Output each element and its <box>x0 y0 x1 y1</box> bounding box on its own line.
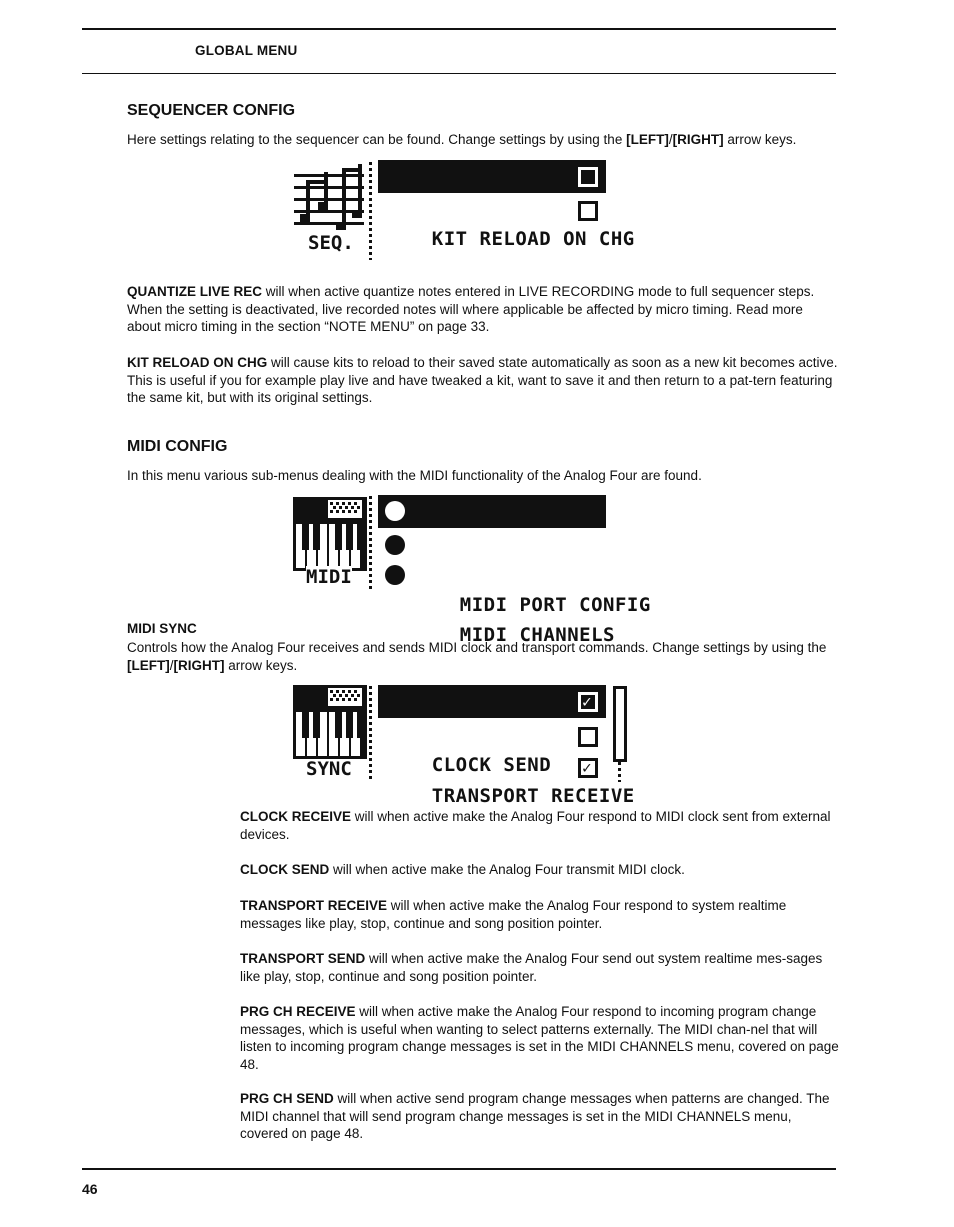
midi-sync-heading: MIDI SYNC <box>127 621 197 636</box>
screen-label-sync: SYNC <box>306 758 352 780</box>
transport-send-description: TRANSPORT SEND will when active make the Analog Four send out system realtime mes-sages like play, stop, continue and song position pointer. <box>240 951 823 984</box>
scrollbar-track-dots <box>618 762 621 782</box>
midi-config-screen <box>290 494 651 646</box>
top-rule <box>82 28 836 30</box>
midi-port-icon <box>385 501 405 521</box>
seq-item-quantize: QUANTIZE LIVE REC <box>378 160 606 193</box>
footer-rule <box>82 1168 836 1170</box>
section-header: GLOBAL MENU <box>195 43 298 58</box>
piano-keyboard-icon <box>292 684 368 760</box>
screen-label-seq: SEQ. <box>308 232 354 254</box>
header-rule <box>82 73 836 74</box>
clock-receive-description: CLOCK RECEIVE will when active make the Analog Four respond to MIDI clock sent from external devices. <box>240 809 831 842</box>
screen-divider <box>369 162 372 260</box>
sync-item-transport-receive: TRANSPORT RECEIVE ✓ <box>431 758 635 807</box>
sequencer-config-screen <box>290 158 635 262</box>
kit-reload-description: KIT RELOAD ON CHG will cause kits to reload to their saved state automatically as soon as a new kit becomes active. This is useful if you for example play live and have tweaked a kit, want to save it and then return to a pat-tern featuring the same kit, but with its original settings. <box>127 355 838 406</box>
scrollbar[interactable] <box>613 686 627 762</box>
midi-sync-screen <box>290 684 635 807</box>
midi-item-sync: MIDI SYNC <box>378 495 606 528</box>
midi-item-port-config: MIDI PORT CONFIG <box>378 530 606 560</box>
checkbox-icon <box>578 201 598 221</box>
screen-divider <box>369 496 372 592</box>
clock-send-description: CLOCK SEND will when active make the Analog Four transmit MIDI clock. <box>240 862 685 877</box>
sheet-music-icon <box>294 164 366 232</box>
midi-config-heading: MIDI CONFIG <box>127 438 228 455</box>
screen-label-midi: MIDI <box>306 566 352 588</box>
sequencer-config-heading: SEQUENCER CONFIG <box>127 102 296 119</box>
sync-item-clock-send: CLOCK SEND <box>384 720 606 750</box>
transport-receive-description: TRANSPORT RECEIVE will when active make the Analog Four respond to system realtime messages like play, stop, continue and song position pointer. <box>240 898 787 931</box>
seq-item-kit-reload: KIT RELOAD ON CHG <box>384 194 606 226</box>
checkbox-icon <box>578 167 598 187</box>
prg-ch-receive-description: PRG CH RECEIVE will when active make the Analog Four respond to incoming program change messages, which is useful when wanting to select patterns externally. The MIDI chan-nel that will listen to incoming program change messages is set in the MIDI CHANNELS menu, covered on page 48. <box>240 1004 839 1072</box>
screen-divider <box>369 686 372 782</box>
midi-port-icon <box>385 565 405 585</box>
prg-ch-send-description: PRG CH SEND will when active send program change messages when patterns are changed. The MIDI channel that will send program change messages is set in the MIDI CHANNELS menu, covered on page 48. <box>240 1091 830 1142</box>
checked-checkbox-icon: ✓ <box>578 758 598 778</box>
sync-item-clock-receive: CLOCK RECEIVE ✓ <box>378 685 606 718</box>
sequencer-intro: Here settings relating to the sequencer can be found. Change settings by using the [LEFT]/[RIGHT] arrow keys. <box>127 132 797 147</box>
midi-sync-intro: Controls how the Analog Four receives and sends MIDI clock and transport commands. Change settings by using the [LEFT]/[RIGHT] arrow keys. <box>127 640 827 673</box>
page-number: 46 <box>82 1181 98 1197</box>
midi-intro: In this menu various sub-menus dealing with the MIDI functionality of the Analog Four are found. <box>127 468 702 483</box>
midi-port-icon <box>385 535 405 555</box>
midi-item-channels: MIDI CHANNELS <box>378 560 606 590</box>
piano-keyboard-icon <box>292 496 368 572</box>
checkbox-icon <box>578 727 598 747</box>
checked-checkbox-icon: ✓ <box>578 692 598 712</box>
quantize-description: QUANTIZE LIVE REC will when active quantize notes entered in LIVE RECORDING mode to full sequencer steps. When the setting is deactivated, live recorded notes will where applicable be affected by micro timing. Read more about micro timing in the section “NOTE MENU” on page 33. <box>127 284 815 335</box>
